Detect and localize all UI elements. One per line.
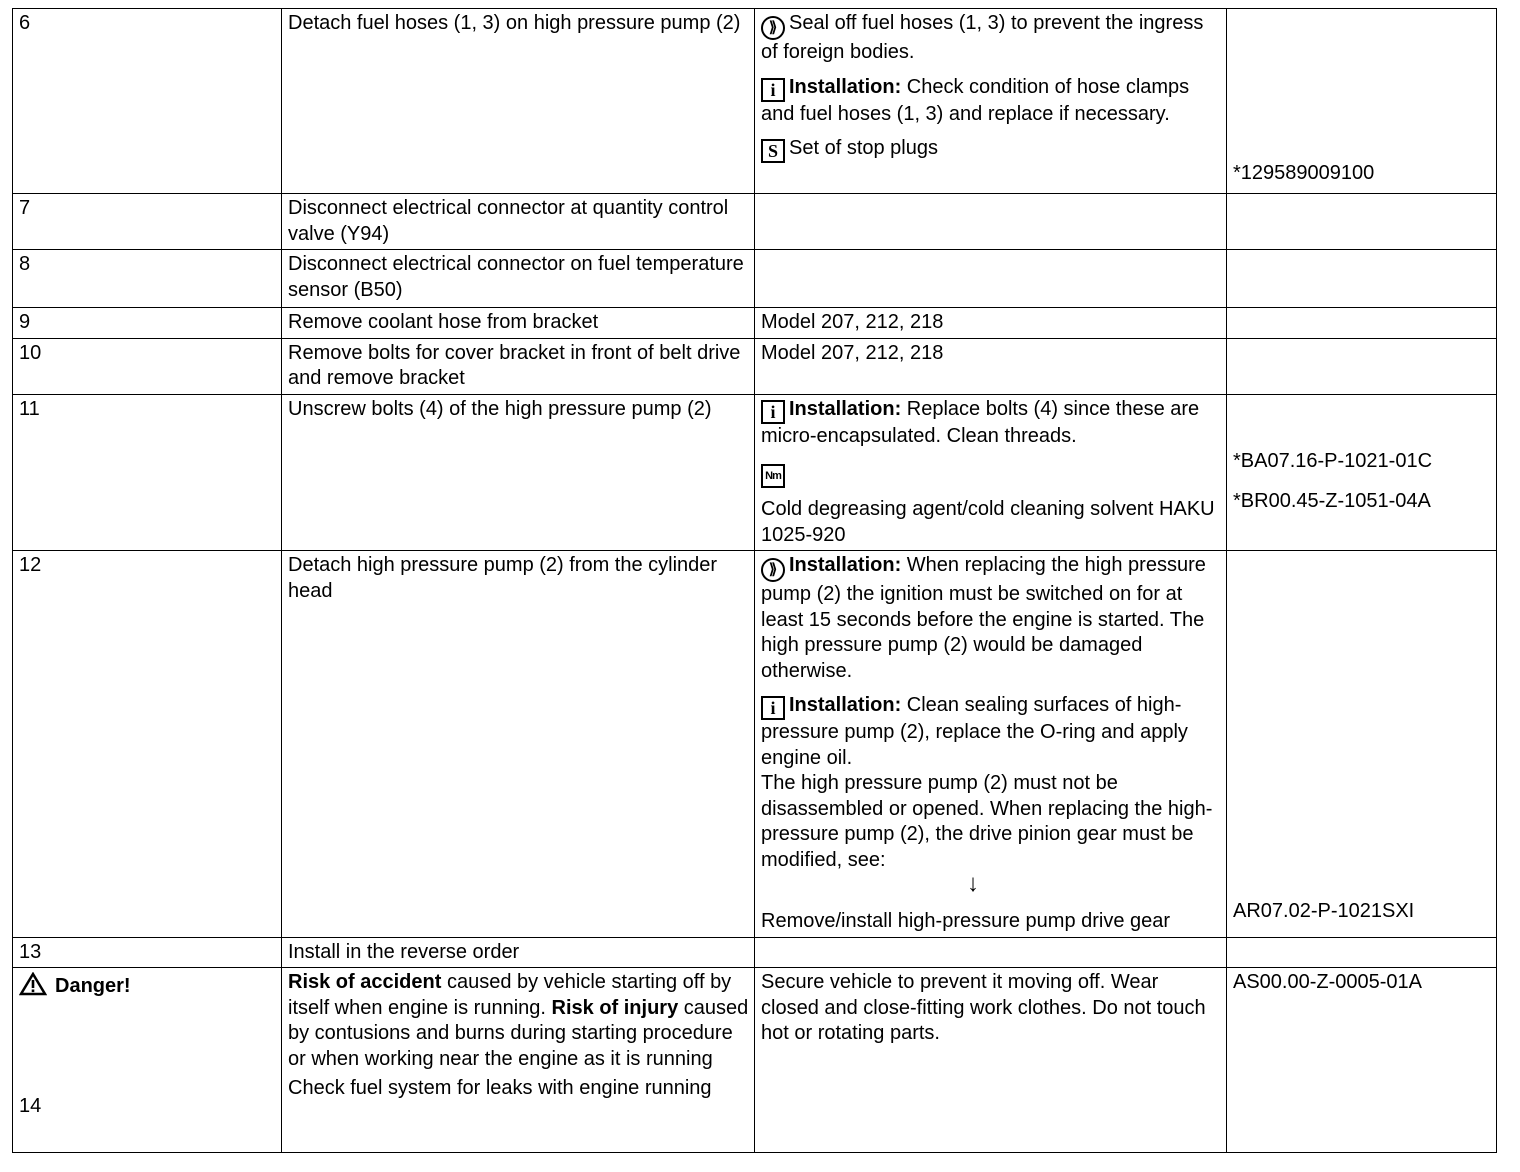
arrow-down-icon: ↓	[967, 870, 979, 897]
risk-text: caused by contusions and burns during starting procedure or when working near the engine as it is running	[288, 996, 749, 1070]
note-label: Installation:	[789, 554, 902, 576]
note-text: Replace bolts (4) since these are micro-encapsulated. Clean threads.	[761, 397, 1200, 447]
step-action: Unscrew bolts (4) of the high pressure pump (2)	[282, 394, 755, 551]
step-notes	[755, 9, 1227, 194]
risk-label: Risk of accident	[288, 971, 442, 993]
step-notes	[755, 394, 1227, 551]
reference-number[interactable]: AR07.02-P-1021SXI	[1233, 900, 1415, 922]
table-row	[13, 394, 1497, 551]
step-notes: Model 207, 212, 218	[755, 308, 1227, 339]
note-text: When replacing the high pressure pump (2) the ignition must be switched on for at least 15 seconds before the engine is started. The high pressure pump (2) would be damaged otherwise.	[761, 554, 1206, 682]
note-text: Seal off fuel hoses (1, 3) to prevent the ingress of foreign bodies.	[761, 12, 1204, 63]
step-number: 9	[13, 308, 282, 339]
risk-label: Risk of injury	[551, 996, 679, 1019]
note-label: Installation:	[789, 397, 902, 420]
info-icon: i	[761, 78, 785, 102]
reference-number: *BA07.16-P-1021-01C	[1233, 449, 1433, 472]
step-reference	[1227, 194, 1497, 250]
step-number: 12	[13, 551, 282, 938]
procedure-table	[12, 8, 1497, 1153]
info-icon: i	[761, 696, 785, 720]
step-notes	[755, 551, 1227, 938]
step-notes	[755, 937, 1227, 968]
table-row	[13, 250, 1497, 308]
special-tool-icon: S	[761, 139, 785, 163]
info-icon: i	[761, 400, 785, 424]
step-action	[282, 968, 755, 1153]
table-row	[13, 308, 1497, 339]
step-action: Detach high pressure pump (2) from the cylinder head	[282, 551, 755, 938]
note-text: Check condition of hose clamps and fuel hoses (1, 3) and replace if necessary.	[761, 75, 1190, 125]
danger-label: Danger!	[55, 975, 131, 997]
note-text: Cold degreasing agent/cold cleaning solvent HAKU 1025-920	[761, 498, 1215, 546]
step-number: 6	[13, 9, 282, 194]
step-notes: Secure vehicle to prevent it moving off. Wear closed and close-fitting work clothes. Do not touch hot or rotating parts.	[755, 968, 1227, 1153]
step-notes	[755, 194, 1227, 250]
step-number: 11	[13, 394, 282, 551]
step-reference	[1227, 338, 1497, 394]
torque-icon: Nm	[761, 464, 785, 488]
step-notes: Model 207, 212, 218	[755, 338, 1227, 394]
table-row	[13, 937, 1497, 968]
reference-number: *129589009100	[1233, 162, 1375, 184]
step-action: Disconnect electrical connector on fuel temperature sensor (B50)	[282, 250, 755, 308]
step-notes	[755, 250, 1227, 308]
step-reference	[1227, 308, 1497, 339]
risk-text: caused by vehicle starting off by itself when engine is running.	[288, 971, 732, 1019]
step-number: 7	[13, 194, 282, 250]
caution-icon: ⟫	[761, 558, 785, 582]
step-number	[13, 968, 282, 1153]
step-action: Remove coolant hose from bracket	[282, 308, 755, 339]
warning-triangle-icon	[19, 972, 47, 996]
note-link-text[interactable]: Remove/install high-pressure pump drive gear	[761, 910, 1171, 932]
note-text: Set of stop plugs	[789, 137, 938, 159]
step-number: 13	[13, 937, 282, 968]
note-text: Clean sealing surfaces of high-pressure pump (2), replace the O-ring and apply engine oil.	[761, 694, 1188, 769]
step-reference	[1227, 250, 1497, 308]
step-number: 10	[13, 338, 282, 394]
step-action: Remove bolts for cover bracket in front of belt drive and remove bracket	[282, 338, 755, 394]
step-reference[interactable]: AS00.00-Z-0005-01A	[1227, 968, 1497, 1153]
table-row	[13, 338, 1497, 394]
step-action: Install in the reverse order	[282, 937, 755, 968]
step-number: 8	[13, 250, 282, 308]
step-action: Detach fuel hoses (1, 3) on high pressure pump (2)	[282, 9, 755, 194]
step-action: Disconnect electrical connector at quantity control valve (Y94)	[282, 194, 755, 250]
step-reference	[1227, 551, 1497, 938]
reference-number: *BR00.45-Z-1051-04A	[1233, 490, 1431, 512]
step-number-14: 14	[19, 1094, 42, 1117]
step-reference	[1227, 394, 1497, 551]
step-reference	[1227, 9, 1497, 194]
table-row	[13, 551, 1497, 938]
caution-icon: ⟫	[761, 16, 785, 40]
table-row	[13, 194, 1497, 250]
note-text: The high pressure pump (2) must not be disassembled or opened. When replacing the high-pressure pump (2), the drive pinion gear must be modified, see:	[761, 772, 1213, 871]
step-reference	[1227, 937, 1497, 968]
step-action-14: Check fuel system for leaks with engine running	[288, 1077, 712, 1099]
table-row	[13, 9, 1497, 194]
note-label: Installation:	[789, 694, 902, 716]
table-row	[13, 968, 1497, 1153]
note-label: Installation:	[789, 75, 902, 98]
